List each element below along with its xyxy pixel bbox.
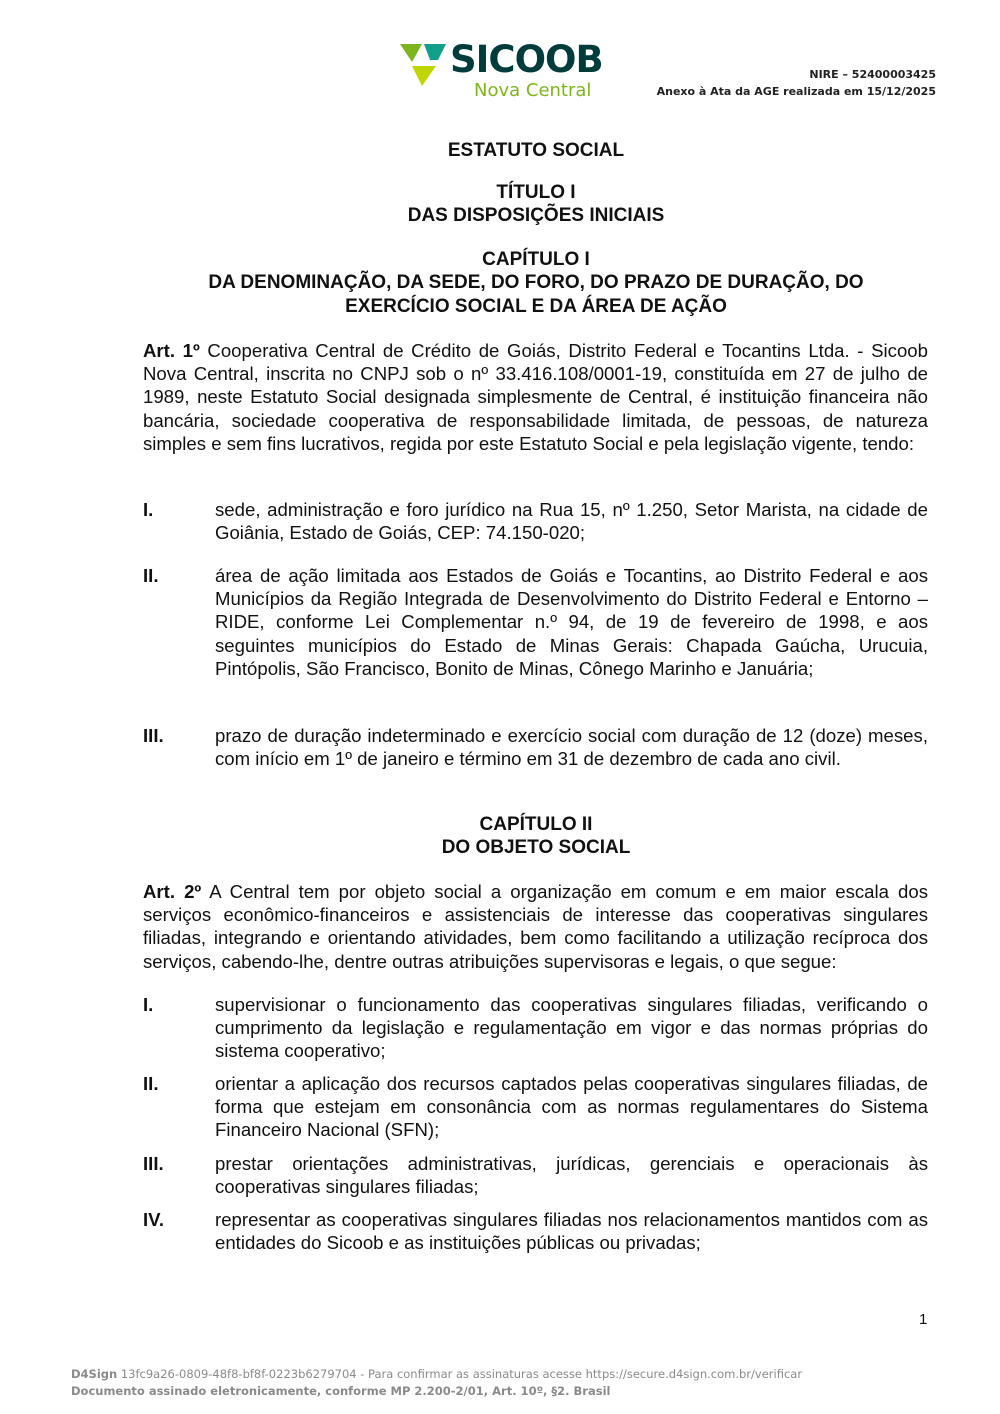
item-text: prestar orientações administrativas, jurídicas, gerenciais e operacionais às cooperativas singulares filiadas; (215, 1153, 928, 1198)
article-1-item (143, 724, 928, 770)
annex-note: Anexo à Ata da AGE realizada em 15/12/2025 (656, 85, 936, 98)
article-label: Art. 2º (143, 881, 202, 902)
article-1 (143, 339, 928, 455)
chapter-2-heading (143, 813, 929, 860)
chapter-name: DA DENOMINAÇÃO, DA SEDE, DO FORO, DO PRAZO DE DURAÇÃO, DO EXERCÍCIO SOCIAL E DA ÁREA DE AÇÃO (208, 272, 864, 317)
item-text: supervisionar o funcionamento das cooperativas singulares filiadas, verificando o cumprimento da legislação e regulamentação em vigor e das normas próprias do sistema cooperativo; (215, 994, 928, 1062)
item-number: III. (143, 725, 164, 746)
item-text: representar as cooperativas singulares filiadas nos relacionamentos mantidos com as entidades do Sicoob e as instituições públicas ou privadas; (215, 1209, 928, 1254)
sicoob-logo-icon (400, 42, 450, 88)
item-number: I. (143, 994, 154, 1015)
item-text: orientar a aplicação dos recursos captados pelas cooperativas singulares filiadas, de forma que estejam em consonância com as normas regulamentares do Sistema Financeiro Nacional (SFN); (215, 1073, 928, 1141)
footer-legal-note: Documento assinado eletronicamente, conforme MP 2.200-2/01, Art. 10º, §2. Brasil (71, 1384, 611, 1398)
sicoob-logo (400, 38, 603, 104)
chapter-label: CAPÍTULO II (479, 814, 593, 835)
article-1-item (143, 498, 928, 544)
item-number: II. (143, 1073, 159, 1094)
article-2-item (143, 1072, 928, 1142)
title-heading (143, 181, 929, 228)
title-label: TÍTULO I (496, 182, 576, 203)
signature-footer (71, 1366, 802, 1400)
article-text: A Central tem por objeto social a organização em comum e em maior escala dos serviços econômico-financeiros e assistenciais de interesse das cooperativas singulares filiadas, integrando e orientando atividades, bem como facilitando a utilização recíproca dos serviços, cabendo-lhe, dentre outras atribuições supervisoras e legais, o que segue: (143, 881, 928, 972)
chapter-name: DO OBJETO SOCIAL (441, 837, 631, 859)
item-number: I. (143, 499, 154, 520)
article-1-item (143, 564, 928, 680)
article-2-item (143, 993, 928, 1063)
item-text: prazo de duração indeterminado e exercício social com duração de 12 (doze) meses, com início em 1º de janeiro e término em 31 de dezembro de cada ano civil. (215, 725, 928, 770)
article-2 (143, 880, 928, 973)
title-name: DAS DISPOSIÇÕES INICIAIS (407, 205, 665, 227)
article-label: Art. 1º (143, 340, 200, 361)
header-info (657, 66, 936, 100)
chapter-label: CAPÍTULO I (482, 249, 590, 270)
nire: NIRE – 52400003425 (809, 68, 936, 81)
page-number: 1 (919, 1311, 928, 1328)
item-number: II. (143, 565, 159, 586)
chapter-1-heading (180, 248, 892, 318)
article-2-item (143, 1208, 928, 1254)
document-title: ESTATUTO SOCIAL (447, 140, 625, 161)
article-2-item (143, 1152, 928, 1198)
footer-verification: 13fc9a26-0809-48f8-bf8f-0223b6279704 - Para confirmar as assinaturas acesse https://secure.d4sign.com.br/verificar (120, 1367, 803, 1381)
item-text: sede, administração e foro jurídico na Rua 15, nº 1.250, Setor Marista, na cidade de Goiânia, Estado de Goiás, CEP: 74.150-020; (215, 499, 928, 544)
item-number: IV. (143, 1209, 165, 1230)
article-text: Cooperativa Central de Crédito de Goiás, Distrito Federal e Tocantins Ltda. - Sicoob Nova Central, inscrita no CNPJ sob o nº 33.416.108/0001-19, constituída em 27 de julho de 1989, neste Estatuto Social designada simplesmente de Central, é instituição financeira não bancária, sociedade cooperativa de responsabilidade limitada, de pessoas, de natureza simples e sem fins lucrativos, regida por este Estatuto Social e pela legislação vigente, tendo: (143, 340, 928, 454)
item-text: área de ação limitada aos Estados de Goiás e Tocantins, ao Distrito Federal e aos Municípios da Região Integrada de Desenvolvimento do Distrito Federal e Entorno – RIDE, conforme Lei Complementar n.º 94, de 19 de fevereiro de 1998, e aos seguintes municípios do Estado de Minas Gerais: Chapada Gaúcha, Urucuia, Pintópolis, São Francisco, Bonito de Minas, Cônego Marinho e Januária; (215, 565, 928, 679)
item-number: III. (143, 1153, 164, 1174)
footer-brand: D4Sign (71, 1367, 118, 1381)
logo-wordmark: SICOOB (450, 38, 603, 81)
logo-subtitle: Nova Central (474, 80, 592, 101)
